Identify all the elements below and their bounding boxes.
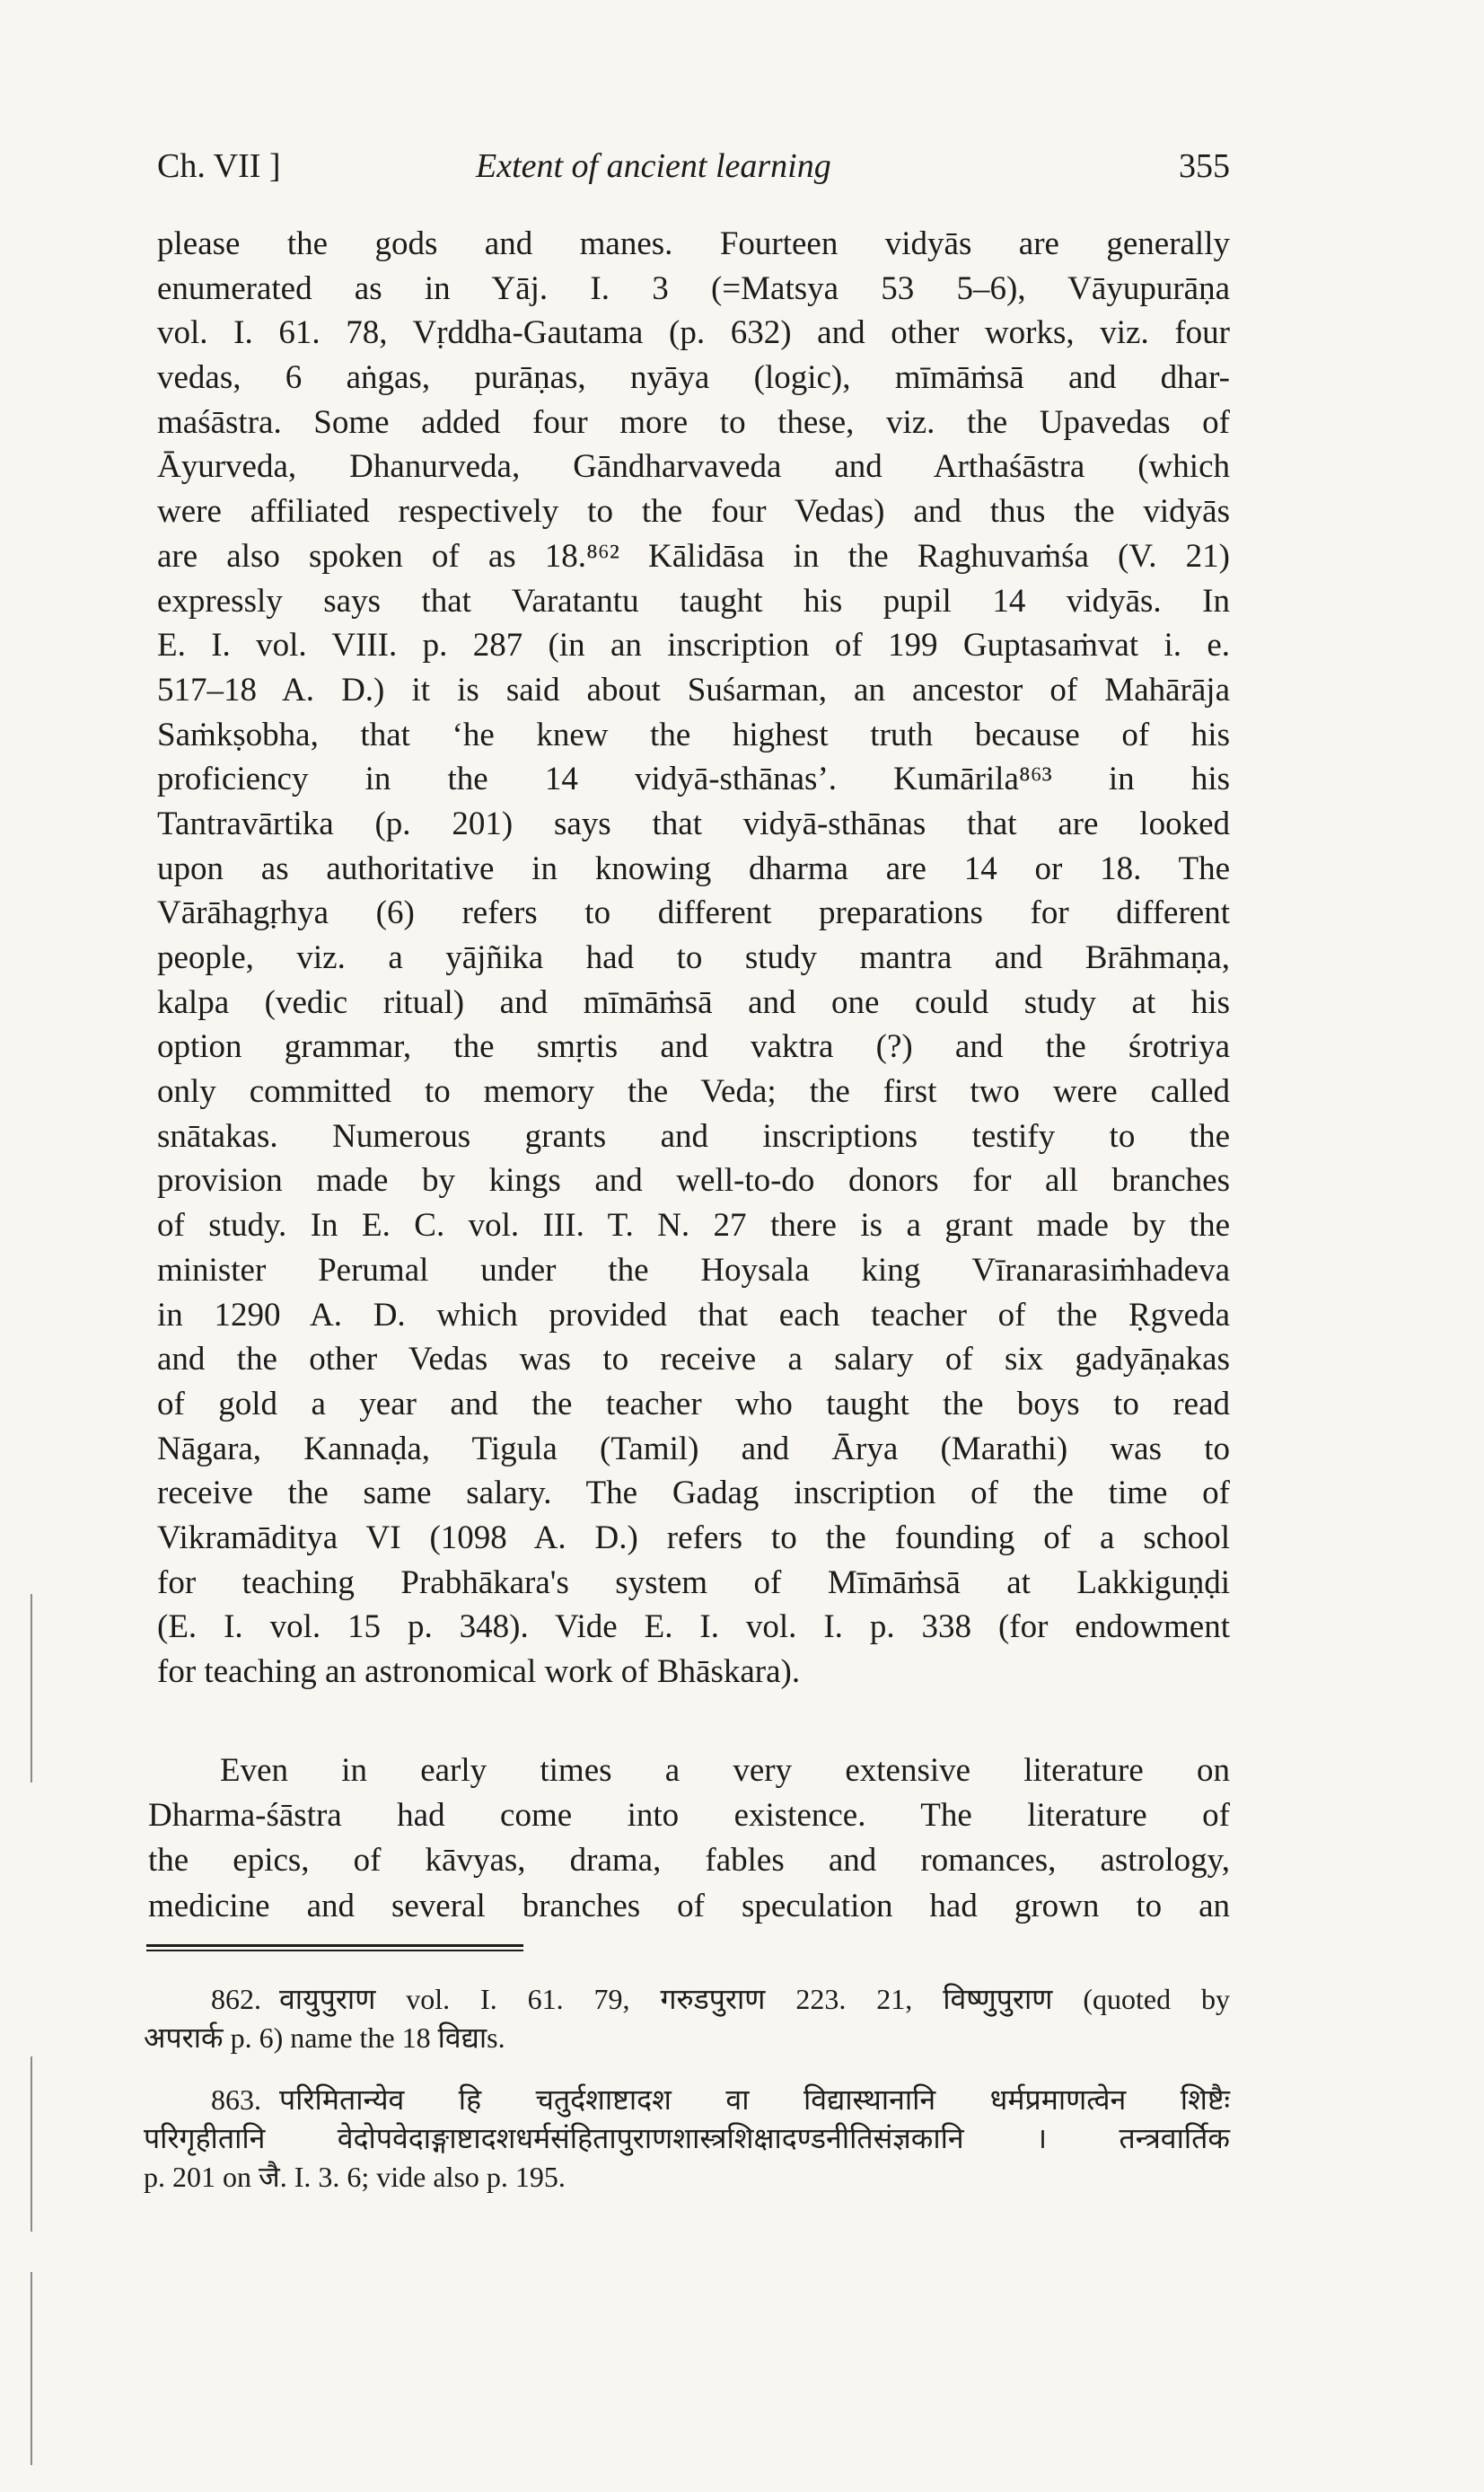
text-line: E. I. vol. VIII. p. 287 (in an inscription of 199 Guptasaṁvat i. e. xyxy=(157,627,1230,665)
footnote-863-line xyxy=(144,2081,1230,2119)
text-line: expressly says that Varatantu taught his pupil 14 vidyās. In xyxy=(157,582,1230,620)
paragraph-2 xyxy=(148,1748,1230,1929)
text-line: for teaching Prabhākara's system of Mīmāṁsā at Lakkiguṇḍi xyxy=(157,1563,1230,1601)
text-line: proficiency in the 14 vidyā-sthānas’. Kumārila⁸⁶³ in his xyxy=(157,761,1230,798)
text-line: 517–18 A. D.) it is said about Suśarman, an ancestor of Mahārāja xyxy=(157,671,1230,709)
text-line: maśāstra. Some added four more to these, viz. the Upavedas of xyxy=(157,403,1230,441)
text-line: vedas, 6 aṅgas, purāṇas, nyāya (logic), mīmāṁsā and dhar- xyxy=(157,359,1230,397)
text-line: kalpa (vedic ritual) and mīmāṁsā and one could study at his xyxy=(157,983,1230,1021)
text-line: the epics, of kāvyas, drama, fables and romances, astrology, xyxy=(148,1842,1230,1880)
page-number: 355 xyxy=(1179,147,1230,185)
text-line: Vikramāditya VI (1098 A. D.) refers to the founding of a school xyxy=(157,1519,1230,1556)
text-line: only committed to memory the Veda; the first two were called xyxy=(157,1073,1230,1111)
scan-margin-mark xyxy=(31,1594,32,1783)
scan-margin-mark xyxy=(31,2272,32,2465)
text-line: snātakas. Numerous grants and inscriptions testify to the xyxy=(157,1117,1230,1155)
text-line: were affiliated respectively to the four Vedas) and thus the vidyās xyxy=(157,493,1230,531)
running-head xyxy=(157,139,1230,193)
footnote-number: 862. xyxy=(211,1983,261,2015)
text-line: option grammar, the smṛtis and vaktra (?) and the śrotriya xyxy=(157,1028,1230,1066)
text-line: medicine and several branches of speculation had grown to an xyxy=(148,1887,1230,1924)
text-line: Tantravārtika (p. 201) says that vidyā-sthānas that are looked xyxy=(157,805,1230,842)
footnote-text: वायुपुराण vol. I. 61. 79, गरुडपुराण 223. 21, विष्णुपुराण (quoted by xyxy=(279,1983,1230,2015)
footnote-text: परिगृहीतानि वेदोपवेदाङ्गाष्टादशधर्मसंहितापुराणशास्त्रशिक्षादण्डनीतिसंज्ञकानि । तन्त्रवार्तिक xyxy=(144,2122,1230,2154)
text-line: upon as authoritative in knowing dharma are 14 or 18. The xyxy=(157,850,1230,887)
paragraph-1 xyxy=(157,222,1230,1695)
running-title: Extent of ancient learning xyxy=(476,147,831,185)
scan-margin-mark xyxy=(31,2056,32,2232)
text-line: and the other Vedas was to receive a salary of six gadyāṇakas xyxy=(157,1341,1230,1378)
text-line: Āyurveda, Dhanurveda, Gāndharvaveda and Arthaśāstra (which xyxy=(157,448,1230,486)
text-line: minister Perumal under the Hoysala king Vīranarasiṁhadeva xyxy=(157,1251,1230,1289)
footnote-text: परिमितान्येव हि चतुर्दशाष्टादश वा विद्यास्थानानि धर्मप्रमाणत्वेन शिष्टैः xyxy=(279,2083,1230,2116)
text-line: of gold a year and the teacher who taught the boys to read xyxy=(157,1385,1230,1422)
text-line: Even in early times a very extensive literature on xyxy=(220,1752,1230,1789)
text-line: for teaching an astronomical work of Bhāskara). xyxy=(157,1653,801,1690)
footnote-text: p. 201 on जै. I. 3. 6; vide also p. 195. xyxy=(144,2161,566,2193)
text-line: Saṁkṣobha, that ‘he knew the highest truth because of his xyxy=(157,716,1230,753)
text-line: in 1290 A. D. which provided that each teacher of the Ṛgveda xyxy=(157,1296,1230,1334)
text-line: (E. I. vol. 15 p. 348). Vide E. I. vol. I. p. 338 (for endowment xyxy=(157,1608,1230,1646)
footnote-862-line xyxy=(144,1980,1230,2019)
text-line: vol. I. 61. 78, Vṛddha-Gautama (p. 632) and other works, viz. four xyxy=(157,314,1230,352)
text-line: provision made by kings and well-to-do donors for all branches xyxy=(157,1162,1230,1200)
footnote-rule xyxy=(146,1944,523,1951)
text-line: people, viz. a yājñika had to study mantra and Brāhmaṇa, xyxy=(157,939,1230,976)
text-line: Vārāhagṛhya (6) refers to different preparations for different xyxy=(157,894,1230,932)
text-line: receive the same salary. The Gadag inscription of the time of xyxy=(157,1475,1230,1512)
text-line: Dharma-śāstra had come into existence. The literature of xyxy=(148,1797,1230,1835)
text-line: Nāgara, Kannaḍa, Tigula (Tamil) and Ārya (Marathi) was to xyxy=(157,1430,1230,1467)
footnote-text: अपरार्क p. 6) name the 18 विद्याs. xyxy=(144,2021,505,2054)
footnote-number: 863. xyxy=(211,2083,261,2116)
text-line: please the gods and manes. Fourteen vidyās are generally xyxy=(157,225,1230,262)
text-line: of study. In E. C. vol. III. T. N. 27 there is a grant made by the xyxy=(157,1207,1230,1245)
text-line: enumerated as in Yāj. I. 3 (=Matsya 53 5–6), Vāyupurāṇa xyxy=(157,269,1230,307)
footnotes xyxy=(144,1980,1230,2197)
text-line: are also spoken of as 18.⁸⁶² Kālidāsa in the Raghuvaṁśa (V. 21) xyxy=(157,537,1230,575)
chapter-label: Ch. VII ] xyxy=(157,147,281,185)
